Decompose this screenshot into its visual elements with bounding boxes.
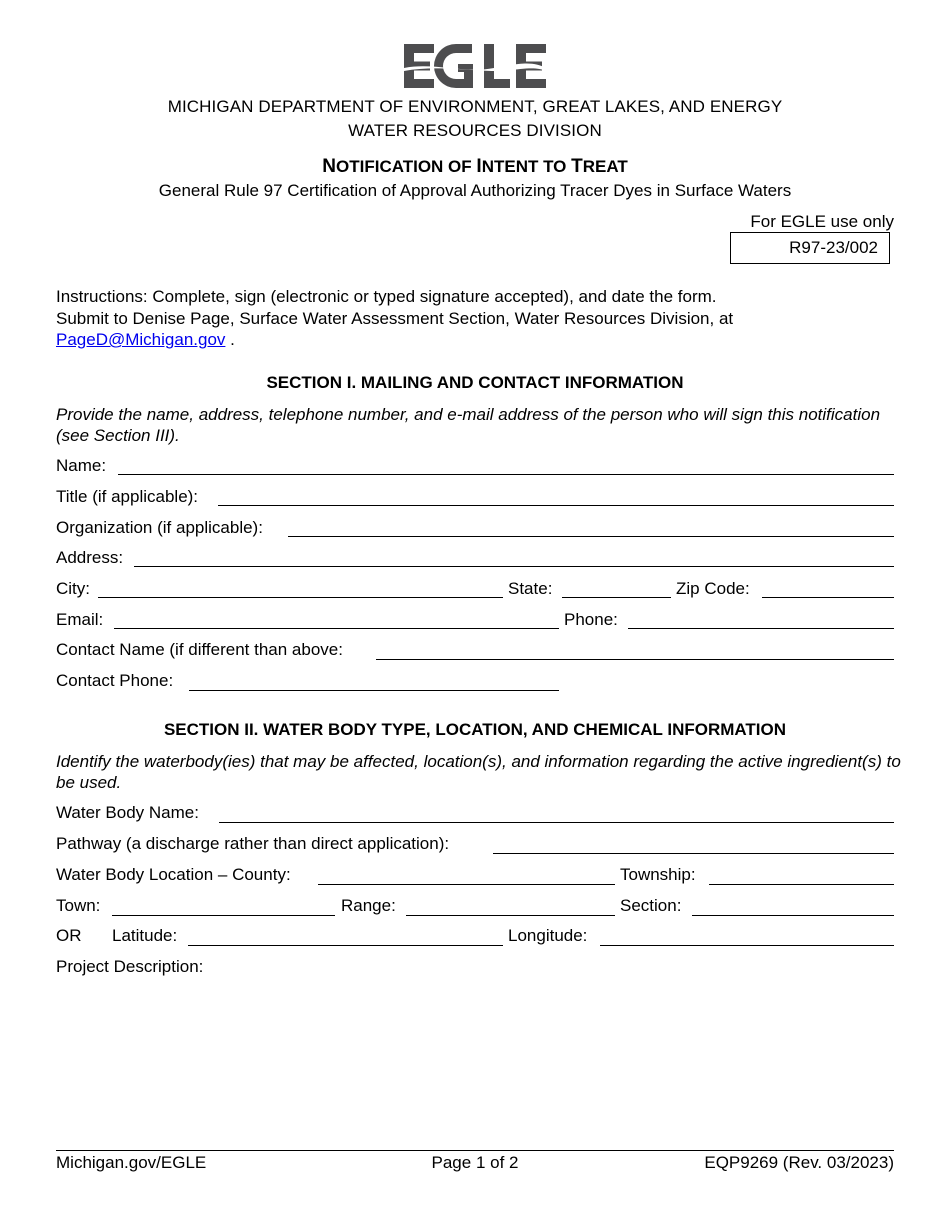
egle-use-code-box [730, 232, 890, 264]
zip-label: Zip Code: [676, 579, 750, 598]
zip-field[interactable] [762, 581, 894, 598]
name-label: Name: [56, 456, 107, 475]
township-field[interactable] [709, 868, 894, 885]
title-field[interactable] [218, 489, 894, 506]
state-label: State: [508, 579, 553, 598]
range-field[interactable] [406, 899, 615, 916]
division-name: WATER RESOURCES DIVISION [348, 121, 602, 140]
section-2-heading: SECTION II. WATER BODY TYPE, LOCATION, AND CHEMICAL INFORMATION [163, 720, 787, 739]
pathway-field[interactable] [493, 837, 894, 854]
section-1-note: Provide the name, address, telephone number, and e-mail address of the person who will sign this notification (see Section III). [56, 405, 881, 445]
egle-logo [404, 44, 546, 88]
title-cap-3: T [571, 156, 583, 177]
city-label: City: [56, 579, 90, 598]
title-cap-1: N [322, 156, 336, 177]
egle-use-code: R97-23/002 [789, 238, 878, 257]
title-rest-1: OTIFICATION OF [336, 157, 477, 176]
state-field[interactable] [562, 581, 671, 598]
phone-label: Phone: [564, 610, 618, 629]
latitude-label: Latitude: [112, 926, 178, 945]
contact-name-field[interactable] [376, 643, 894, 660]
project-description-field[interactable] [56, 982, 898, 1136]
footer-website: Michigan.gov/EGLE [56, 1153, 207, 1172]
range-label: Range: [341, 896, 396, 915]
egle-logo-graphic [404, 44, 546, 88]
title-rest-2: NTENT TO [481, 157, 572, 176]
contact-phone-label: Contact Phone: [56, 671, 174, 690]
county-label: Water Body Location – County: [56, 865, 291, 884]
email-label: Email: [56, 610, 104, 629]
name-field[interactable] [118, 458, 894, 475]
instructions-line-2: Submit to Denise Page, Surface Water Assessment Section, Water Resources Division, at [56, 309, 734, 328]
footer-form-number: EQP9269 (Rev. 03/2023) [704, 1153, 894, 1172]
footer-rule [56, 1150, 894, 1151]
section-label: Section: [620, 896, 682, 915]
agency-name: MICHIGAN DEPARTMENT OF ENVIRONMENT, GREAT LAKES, AND ENERGY [167, 97, 783, 116]
county-field[interactable] [318, 868, 615, 885]
latitude-field[interactable] [188, 929, 503, 946]
instructions-line-1: Instructions: Complete, sign (electronic or typed signature accepted), and date the form. [56, 287, 717, 306]
email-field[interactable] [114, 612, 559, 629]
or-label: OR [56, 926, 82, 945]
project-description-label: Project Description: [56, 957, 204, 976]
organization-label: Organization (if applicable): [56, 518, 263, 537]
organization-field[interactable] [288, 520, 894, 537]
town-label: Town: [56, 896, 101, 915]
township-label: Township: [620, 865, 696, 884]
phone-field[interactable] [628, 612, 894, 629]
title-rest-3: REAT [582, 157, 628, 176]
address-field[interactable] [134, 550, 894, 567]
longitude-field[interactable] [600, 929, 894, 946]
section-field[interactable] [692, 899, 894, 916]
longitude-label: Longitude: [508, 926, 588, 945]
pathway-label: Pathway (a discharge rather than direct application): [56, 834, 450, 853]
form-subtitle: General Rule 97 Certification of Approval Authorizing Tracer Dyes in Surface Waters [158, 181, 792, 200]
title-label: Title (if applicable): [56, 487, 199, 506]
title-cap-2: I [476, 156, 482, 177]
section-2-note: Identify the waterbody(ies) that may be affected, location(s), and information regarding the active ingredient(s) to be used. [56, 752, 901, 792]
contact-phone-field[interactable] [189, 674, 559, 691]
egle-use-label: For EGLE use only [750, 212, 894, 231]
contact-name-label: Contact Name (if different than above: [56, 640, 343, 659]
section-1-heading: SECTION I. MAILING AND CONTACT INFORMATION [266, 373, 684, 392]
form-title [0, 156, 950, 178]
city-field[interactable] [98, 581, 503, 598]
town-field[interactable] [112, 899, 335, 916]
email-link[interactable]: PageD@Michigan.gov [56, 330, 226, 349]
footer-page-number: Page 1 of 2 [431, 1153, 519, 1172]
instructions-trailing: . [225, 330, 235, 349]
water-body-name-field[interactable] [219, 806, 894, 823]
water-body-name-label: Water Body Name: [56, 803, 199, 822]
instructions-line-3 [56, 330, 235, 350]
address-label: Address: [56, 548, 124, 567]
